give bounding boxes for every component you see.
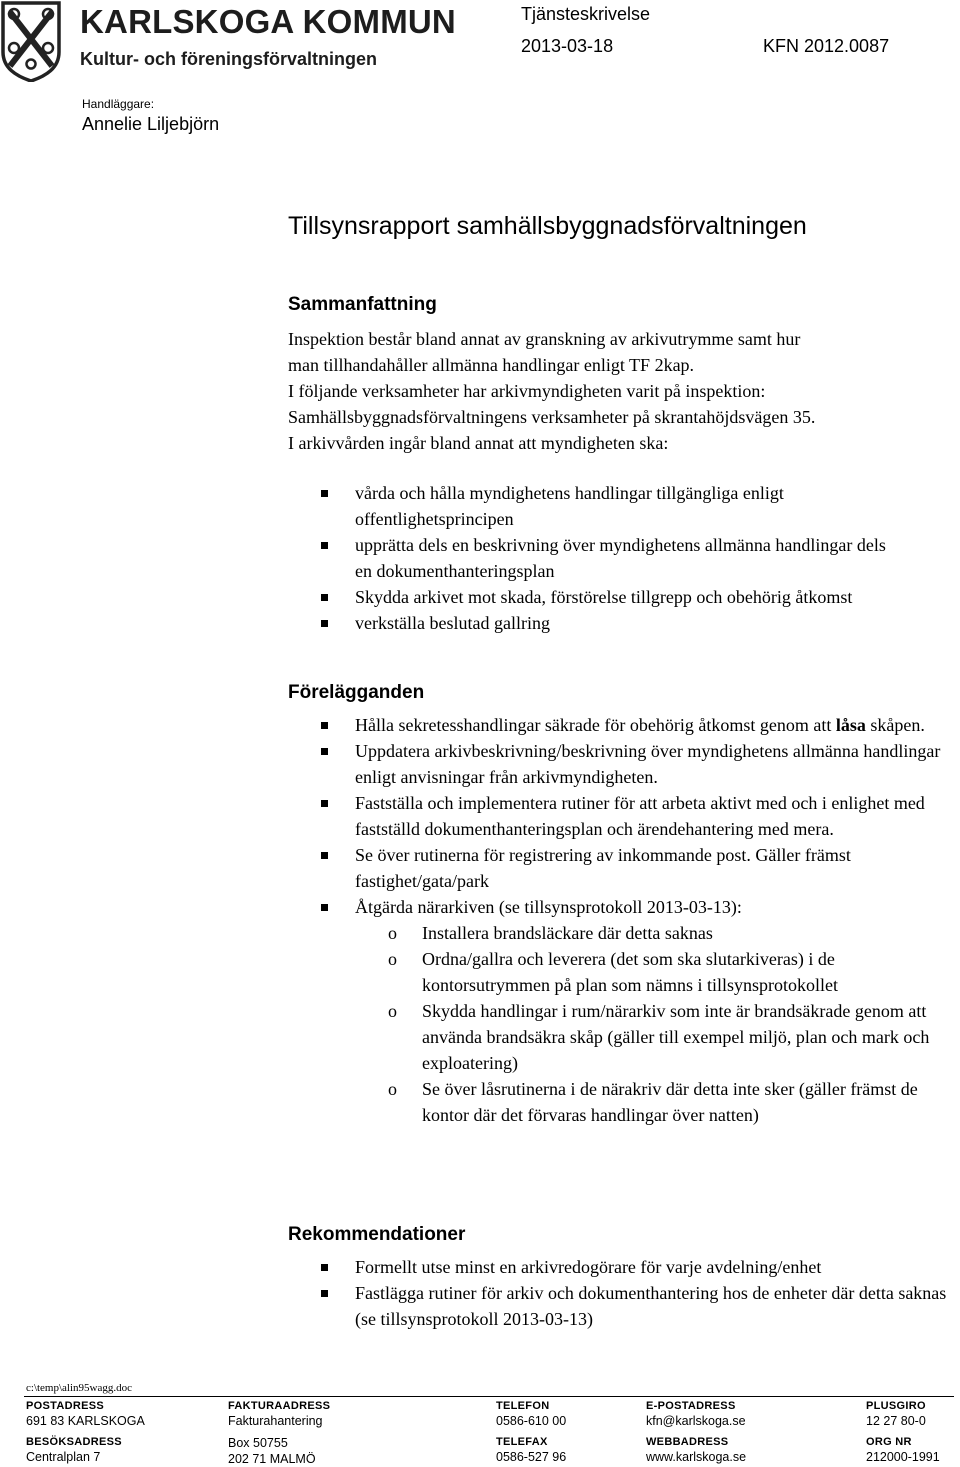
email-link[interactable]: kfn@karlskoga.se bbox=[646, 1414, 746, 1428]
orders-list bbox=[288, 712, 948, 1128]
giro-value: 12 27 80-0 bbox=[866, 1414, 926, 1428]
giro-label: PLUSGIRO bbox=[866, 1400, 926, 1412]
orgnr-value: 212000-1991 bbox=[866, 1450, 940, 1464]
list-item: Uppdatera arkivbeskrivning/beskrivning över myndighetens allmänna handlingar enligt anvisningar från arkivmyndigheten. bbox=[288, 738, 948, 790]
summary-line: I arkivvården ingår bland annat att myndigheten ska: bbox=[288, 433, 669, 453]
footer-phone-column bbox=[496, 1397, 566, 1465]
organization-name: KARLSKOGA KOMMUN bbox=[80, 3, 456, 40]
sublist-item: o Skydda handlingar i rum/närarkiv som inte är brandsäkrade genom att använda brandsäkra skåp (gäller till exempel miljö, plan och mark och exploatering) bbox=[355, 998, 948, 1076]
sublist-item: o Ordna/gallra och leverera (det som ska slutarkiveras) i de kontorsutrymmen på plan som nämns i tillsynsprotokollet bbox=[355, 946, 948, 998]
postal-label: POSTADRESS bbox=[26, 1400, 104, 1412]
document-type: Tjänsteskrivelse bbox=[521, 4, 651, 24]
karlskoga-coat-of-arms-icon bbox=[0, 0, 62, 82]
fax-value: 0586-527 96 bbox=[496, 1450, 567, 1464]
visit-label: BESÖKSADRESS bbox=[26, 1436, 122, 1448]
list-item bbox=[288, 712, 948, 738]
web-link[interactable]: www.karlskoga.se bbox=[646, 1450, 747, 1464]
sublist-item: o Installera brandsläckare där detta saknas bbox=[355, 920, 948, 946]
document-date: 2013-03-18 bbox=[521, 36, 614, 56]
orgnr-label: ORG NR bbox=[866, 1436, 912, 1448]
invoice-line: Fakturahantering bbox=[228, 1414, 323, 1428]
invoice-line: 202 71 MALMÖ bbox=[228, 1452, 316, 1466]
footer-registry-column bbox=[866, 1397, 940, 1465]
document-title: Tillsynsrapport samhällsbyggnadsförvaltningen bbox=[288, 212, 807, 240]
visit-value: Centralplan 7 bbox=[26, 1450, 101, 1464]
summary-line: Samhällsbyggnadsförvaltningens verksamheter på skrantahöjdsvägen 35. bbox=[288, 407, 816, 427]
handler-label: Handläggare: bbox=[82, 97, 155, 111]
list-item: Formellt utse minst en arkivredogörare för varje avdelning/enhet bbox=[288, 1254, 948, 1280]
summary-text bbox=[288, 326, 948, 456]
phone-value: 0586-610 00 bbox=[496, 1414, 567, 1428]
summary-line: I följande verksamheter har arkivmyndigheten varit på inspektion: bbox=[288, 381, 766, 401]
handler-name: Annelie Liljebjörn bbox=[82, 114, 220, 134]
list-item: Skydda arkivet mot skada, förstörelse tillgrepp och obehörig åtkomst bbox=[288, 584, 888, 610]
invoice-label: FAKTURAADRESS bbox=[228, 1400, 331, 1412]
summary-line: man tillhandahåller allmänna handlingar enligt TF 2kap. bbox=[288, 355, 695, 375]
document-reference: KFN 2012.0087 bbox=[763, 36, 890, 56]
list-item: Se över rutinerna för registrering av inkommande post. Gäller främst fastighet/gata/park bbox=[288, 842, 948, 894]
footer-contact-column bbox=[646, 1397, 746, 1465]
archive-sublist bbox=[355, 920, 948, 1128]
list-item: Fastlägga rutiner för arkiv och dokumenthantering hos de enheter där detta saknas (se tillsynsprotokoll 2013-03-13) bbox=[288, 1280, 948, 1332]
footer-address-column bbox=[26, 1397, 145, 1465]
footer bbox=[26, 1397, 946, 1467]
invoice-line: Box 50755 bbox=[228, 1436, 288, 1450]
email-label: E-POSTADRESS bbox=[646, 1400, 736, 1412]
summary-heading: Sammanfattning bbox=[288, 294, 437, 315]
order-text: Hålla sekretesshandlingar säkrade för obehörig åtkomst genom att bbox=[355, 715, 836, 735]
file-path: c:\temp\alin95wagg.doc bbox=[26, 1382, 132, 1394]
footer-invoice-column bbox=[228, 1397, 330, 1467]
sublist-item: o Se över låsrutinerna i de närakriv där detta inte sker (gäller främst de kontor där det förvaras handlingar över natten) bbox=[355, 1076, 948, 1128]
order-emphasis: låsa bbox=[835, 715, 866, 735]
recommendations-heading: Rekommendationer bbox=[288, 1224, 466, 1245]
organization-department: Kultur- och föreningsförvaltningen bbox=[80, 49, 377, 69]
duties-list bbox=[288, 480, 888, 636]
list-item: Fastställa och implementera rutiner för att arbeta aktivt med och i enlighet med fastställd dokumenthanteringsplan och ärendehantering med mera. bbox=[288, 790, 948, 842]
list-item: vårda och hålla myndighetens handlingar tillgängliga enligt offentlighetsprincipen bbox=[288, 480, 888, 532]
web-label: WEBBADRESS bbox=[646, 1436, 729, 1448]
list-item: verkställa beslutad gallring bbox=[288, 610, 888, 636]
list-item: upprätta dels en beskrivning över myndighetens allmänna handlingar dels en dokumenthanteringsplan bbox=[288, 532, 888, 584]
summary-line: Inspektion består bland annat av granskning av arkivutrymme samt hur bbox=[288, 329, 801, 349]
phone-label: TELEFON bbox=[496, 1400, 550, 1412]
fax-label: TELEFAX bbox=[496, 1436, 548, 1448]
orders-heading: Förelägganden bbox=[288, 682, 425, 703]
recommendations-list bbox=[288, 1254, 948, 1332]
order-text: Åtgärda närarkiven (se tillsynsprotokoll 2013-03-13): bbox=[355, 897, 742, 917]
order-text: skåpen. bbox=[865, 715, 925, 735]
postal-value: 691 83 KARLSKOGA bbox=[26, 1414, 145, 1428]
list-item bbox=[288, 894, 948, 1128]
